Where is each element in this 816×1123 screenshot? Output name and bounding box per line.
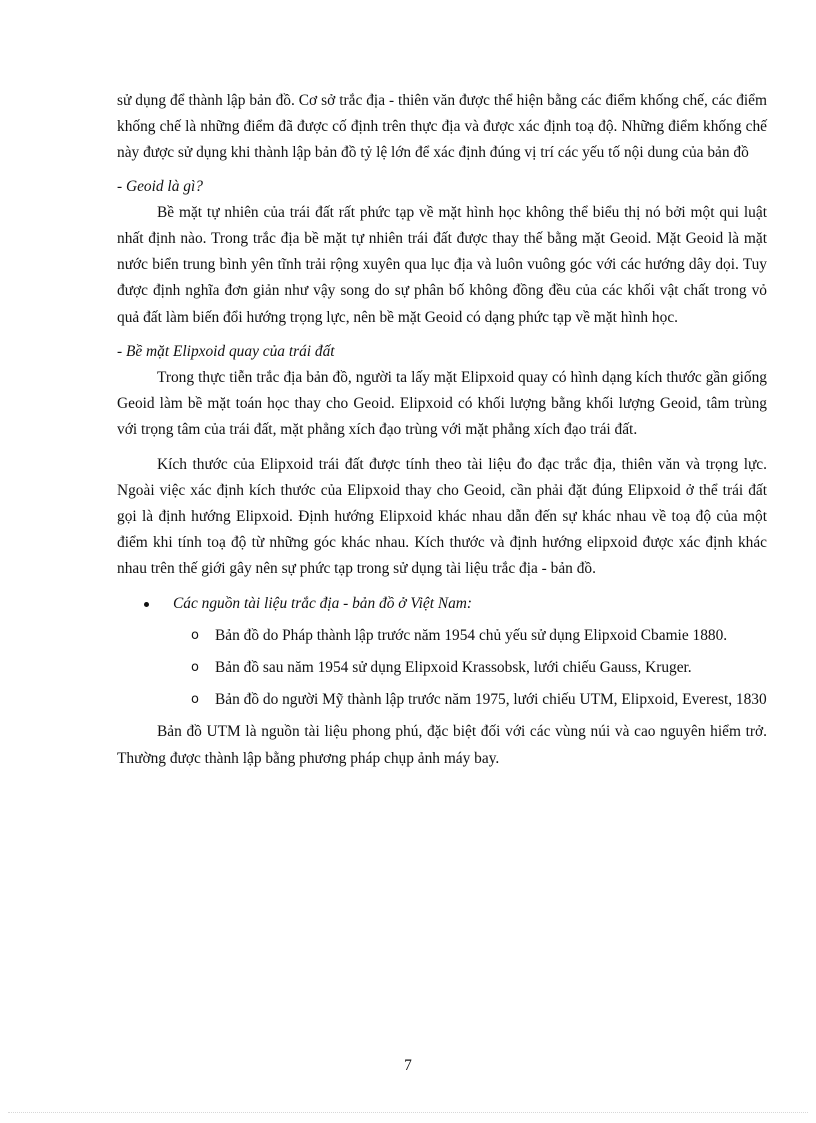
sources-bullet bbox=[117, 591, 767, 617]
page-bottom-divider bbox=[8, 1112, 808, 1113]
circle-bullet-icon: o bbox=[191, 627, 199, 643]
utm-paragraph: Bản đồ UTM là nguồn tài liệu phong phú, đặc biệt đối với các vùng núi và cao nguyên hiểm trở. Thường được thành lập bằng phương pháp chụp ảnh máy bay. bbox=[117, 723, 767, 767]
intro-paragraph: sử dụng để thành lập bản đồ. Cơ sở trắc địa - thiên văn được thể hiện bằng các điểm khống chế, các điểm khống chế là những điểm đã được cố định trên thực địa và được xác định toạ độ. Những điểm khống chế này được sử dụng khi thành lập bản đồ tỷ lệ lớn để xác định đúng vị trí các yếu tố nội dung của bản đồ bbox=[117, 92, 767, 162]
geoid-heading: - Geoid là gì? bbox=[117, 177, 203, 195]
circle-bullet-icon: o bbox=[191, 692, 199, 708]
page-body bbox=[117, 88, 767, 772]
sources-list bbox=[117, 623, 767, 714]
list-item-text: Bản đồ do người Mỹ thành lập trước năm 1975, lưới chiếu UTM, Elipxoid, Everest, 1830 bbox=[215, 691, 767, 709]
list-item-text: Bản đồ do Pháp thành lập trước năm 1954 chủ yếu sử dụng Elipxoid Cbamie 1880. bbox=[215, 626, 728, 644]
elipxoid-paragraph-1: Trong thực tiễn trắc địa bản đồ, người ta lấy mặt Elipxoid quay có hình dạng kích thước gần giống Geoid làm bề mặt toán học thay cho Geoid. Elipxoid có khối lượng bằng khối lượng Geoid, tâm trùng với trọng tâm của trái đất, mặt phẳng xích đạo trùng với mặt phẳng xích đạo trái đất. bbox=[117, 369, 767, 439]
list-item bbox=[117, 655, 767, 681]
list-item-text: Bản đồ sau năm 1954 sử dụng Elipxoid Krassobsk, lưới chiếu Gauss, Kruger. bbox=[215, 659, 692, 677]
geoid-paragraph: Bề mặt tự nhiên của trái đất rất phức tạp về mặt hình học không thể biểu thị nó bởi một qui luật nhất định nào. Trong trắc địa bề mặt tự nhiên trái đất được thay thế bằng mặt Geoid. Mặt Geoid là mặt nước biển trung bình yên tĩnh trải rộng xuyên qua lục địa và luôn vuông góc với các hướng dây dọi. Tuy được định nghĩa đơn giản như vậy song do sự phân bố không đồng đều của các khối vật chất trong vỏ quả đất làm biến đổi hướng trọng lực, nên bề mặt Geoid có dạng phức tạp về mặt hình học. bbox=[117, 203, 767, 326]
page-number: 7 bbox=[404, 1057, 412, 1074]
sources-heading: Các nguồn tài liệu trắc địa - bản đồ ở Việt Nam: bbox=[173, 594, 473, 612]
circle-bullet-icon: o bbox=[191, 660, 199, 676]
list-item bbox=[117, 687, 767, 713]
elipxoid-paragraph-2: Kích thước của Elipxoid trái đất được tính theo tài liệu đo đạc trắc địa, thiên văn và trọng lực. Ngoài việc xác định kích thước của Elipxoid thay cho Geoid, cần phải đặt đúng Elipxoid ở thể trái đất gọi là định hướng Elipxoid. Định hướng Elipxoid khác nhau dẫn đến sự khác nhau về toạ độ của một điểm khi tính toạ độ từ những góc khác nhau. Kích thước và định hướng elipxoid được xác định khác nhau trên thế giới gây nên sự phức tạp trong sử dụng tài liệu trắc địa - bản đồ. bbox=[117, 455, 767, 578]
list-item bbox=[117, 623, 767, 649]
elipxoid-heading: - Bề mặt Elipxoid quay của trái đất bbox=[117, 342, 335, 360]
bullet-dot-icon bbox=[144, 602, 149, 607]
